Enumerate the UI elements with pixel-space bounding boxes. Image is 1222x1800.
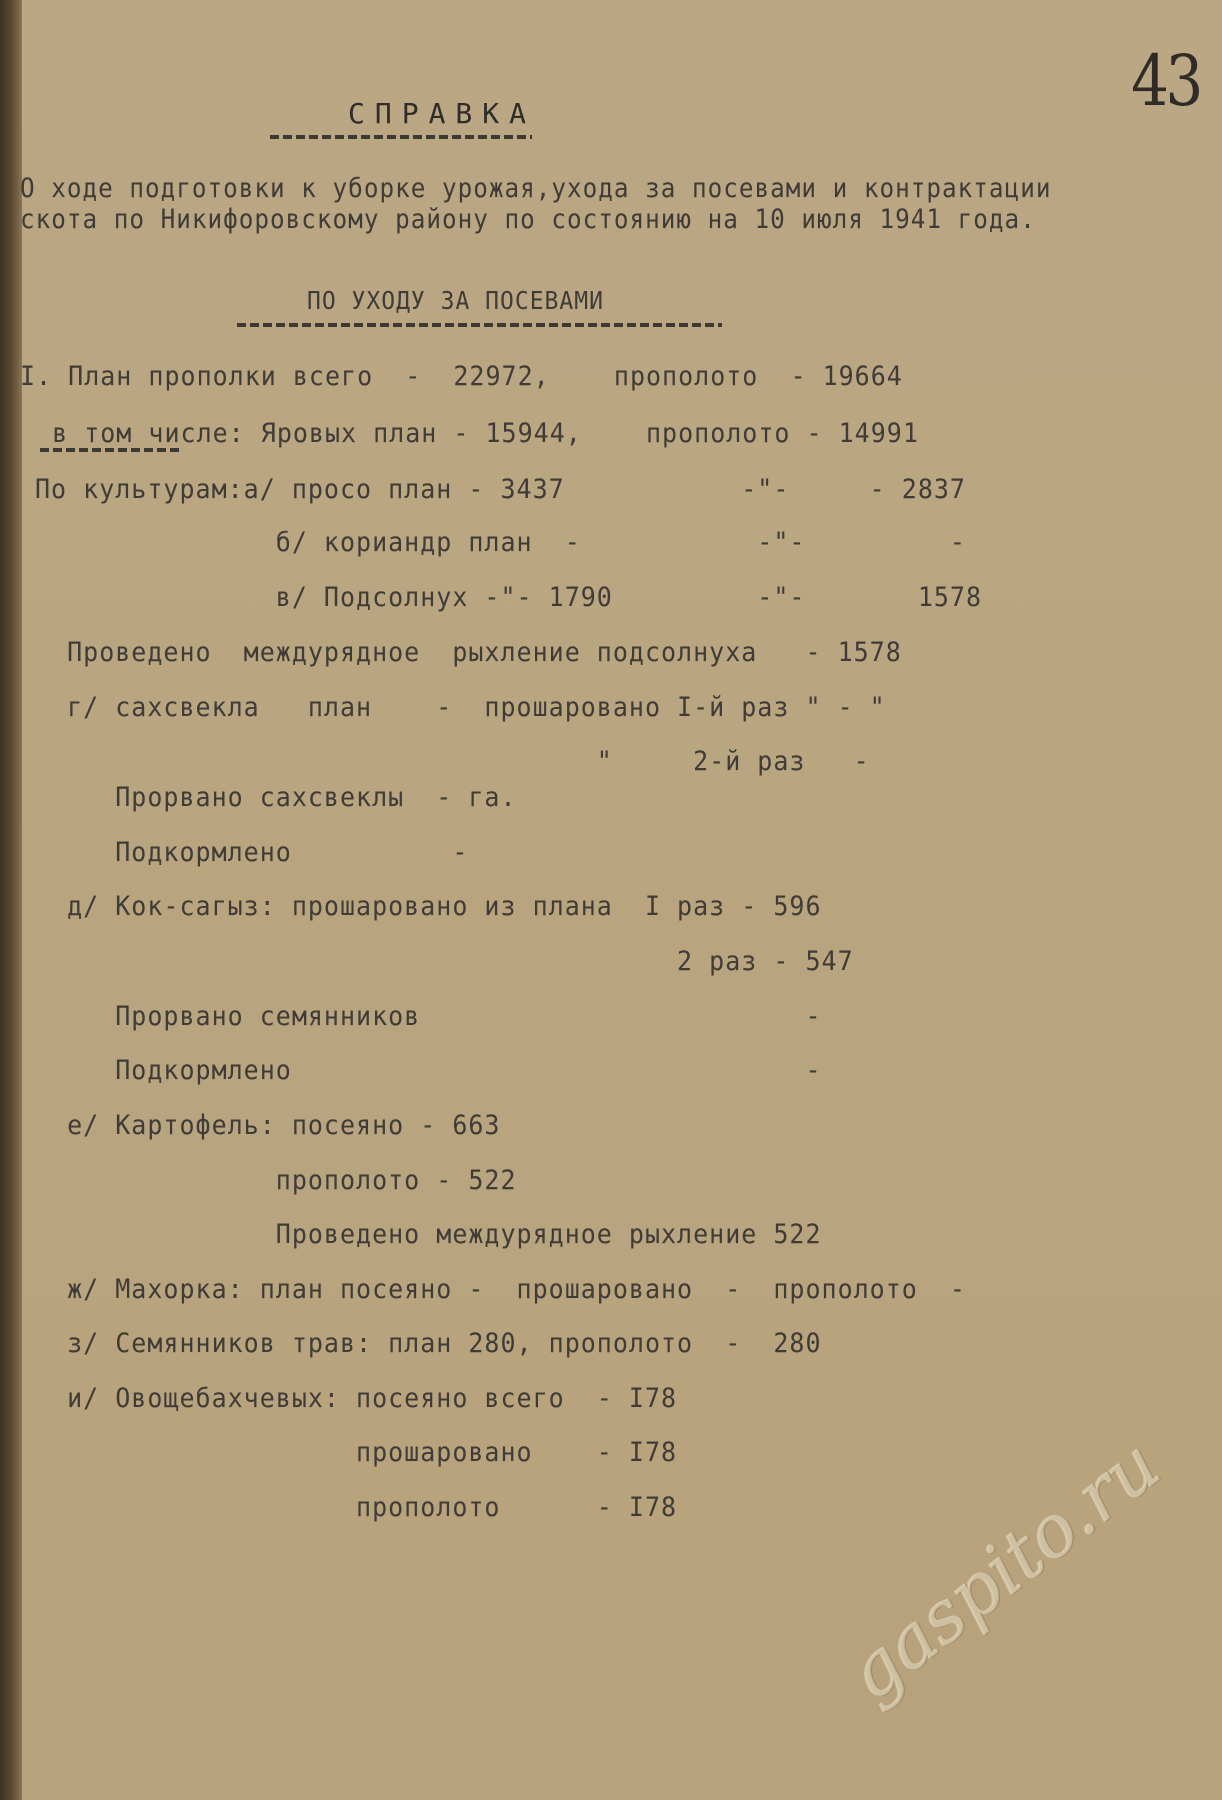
line-sugar-beet-thinned: Прорвано сахсвеклы - га. [35,781,517,813]
line-makhorka: ж/ Махорка: план посеяно - прошаровано - прополото - [35,1273,966,1305]
subtotal-underline [40,448,180,452]
line-weeding-plan-total: I. План прополки всего - 22972, прополото - 19664 [20,360,903,392]
line-potato-weeded: прополото - 522 [35,1164,517,1196]
archive-binding-edge [0,0,22,1800]
line-potato: е/ Картофель: посеяно - 663 [35,1109,501,1141]
line-vegetables: и/ Овощебахчевых: посеяно всего - I78 [35,1382,678,1414]
document-title: СПРАВКА [348,97,537,130]
line-kok-sagyz-second: 2 раз - 547 [35,945,854,977]
watermark: gaspito.ru [832,1422,1176,1717]
section-title: ПО УХОДУ ЗА ПОСЕВАМИ [307,287,604,316]
line-kok-sagyz: д/ Кок-сагыз: прошаровано из плана I раз - 596 [35,890,822,922]
line-grass-seed: з/ Семянников трав: план 280, прополото - 280 [35,1327,822,1359]
line-seed-plants-fed: Подкормлено - [35,1054,822,1086]
line-spring-crops: в том числе: Яровых план - 15944, прополото - 14991 [20,417,919,449]
section-title-underline [237,323,722,327]
line-vegetables-cultivated: прошаровано - I78 [35,1436,678,1468]
line-sugar-beet: г/ сахсвекла план - прошаровано I-й раз " - " [35,691,886,723]
line-coriander: б/ кориандр план - -"- - [35,526,966,558]
line-sugar-beet-fed: Подкормлено - [35,836,469,868]
handwritten-page-number: 43 [1131,40,1200,122]
document-page [22,0,1222,1800]
line-potato-cultivation: Проведено междурядное рыхление 522 [35,1218,822,1250]
subtitle-line-1: О ходе подготовки к уборке урожая,ухода за посевами и контрактации [20,172,1052,204]
line-sunflower-cultivation: Проведено междурядное рыхление подсолнуха - 1578 [35,636,902,668]
line-vegetables-weeded: прополото - I78 [35,1491,678,1523]
line-millet: По культурам:а/ просо план - 3437 -"- - 2837 [35,473,966,505]
line-sugar-beet-second: " 2-й раз - [35,745,870,777]
line-sunflower: в/ Подсолнух -"- 1790 -"- 1578 [35,581,983,613]
subtitle-line-2: скота по Никифоровскому району по состоянию на 10 июля 1941 года. [20,203,1036,235]
title-underline [270,135,532,139]
line-seed-plants-thinned: Прорвано семянников - [35,1000,822,1032]
